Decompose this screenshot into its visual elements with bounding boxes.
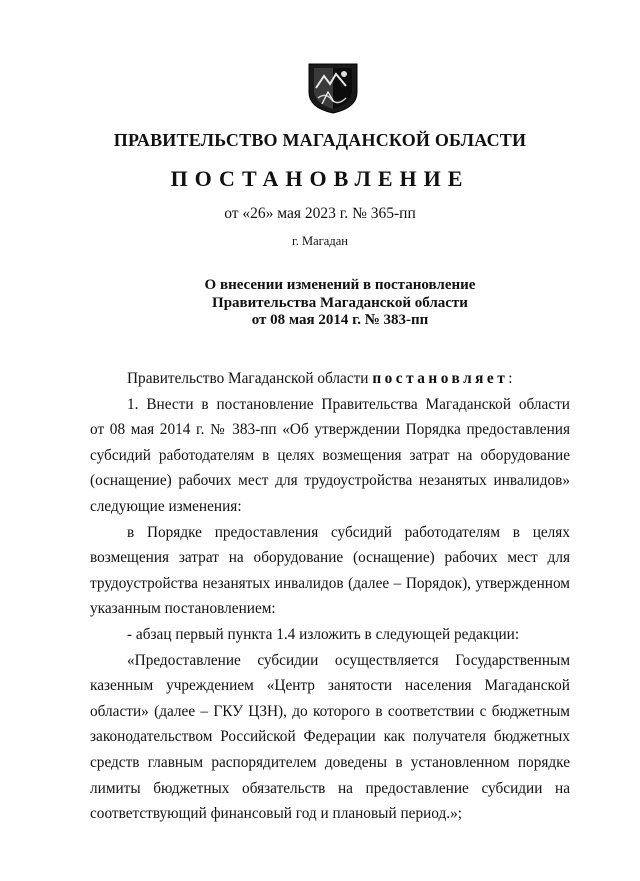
intro-end: : [508, 370, 513, 387]
paragraph-line: 1. Внести в постановление Правительства Магаданской области [127, 395, 570, 413]
heading-line: Правительства Магаданской области [212, 294, 468, 311]
paragraph-line: следующие изменения: [90, 497, 242, 515]
paragraph-line: области» (далее – ГКУ ЦЗН), до которого в соответствии с бюджетным [90, 702, 570, 720]
intro-text: Правительство Магаданской области [127, 370, 373, 387]
paragraph-line: лимиты бюджетных обязательств на предоставление субсидии на [90, 779, 570, 797]
paragraph-line: соответствующий финансовый год и плановый период.»; [90, 805, 462, 823]
paragraph-line: законодательством Российской Федерации как получателя бюджетных [90, 728, 570, 746]
document-city: г. Магадан [292, 234, 348, 248]
paragraph-line: возмещения затрат на оборудование (оснащение) рабочих мест для [90, 549, 570, 567]
coat-of-arms-icon [306, 62, 360, 114]
paragraph-line: от 08 мая 2014 г. № 383-пп «Об утверждении Порядка предоставления [90, 421, 570, 439]
document-date-number: от «26» мая 2023 г. № 365-пп [224, 205, 416, 222]
heading-line: от 08 мая 2014 г. № 383-пп [251, 312, 429, 328]
paragraph-line: трудоустройства незанятых инвалидов (далее – Порядок), утвержденном [90, 574, 570, 592]
paragraph-line: в Порядке предоставления субсидий работодателям в целях [127, 523, 570, 541]
government-title: ПРАВИТЕЛЬСТВО МАГАДАНСКОЙ ОБЛАСТИ [113, 130, 527, 150]
document-body [90, 366, 570, 827]
paragraph-line: казенным учреждением «Центр занятости населения Магаданской [90, 677, 570, 695]
document-heading [140, 277, 540, 330]
paragraph-line: - абзац первый пункта 1.4 изложить в следующей редакции: [127, 625, 520, 643]
document-type: ПОСТАНОВЛЕНИЕ [170, 166, 470, 191]
paragraph-line: средств главным распорядителем доведены в установленном порядке [90, 753, 570, 771]
paragraph-line: субсидий работодателям в целях возмещения затрат на оборудование [90, 446, 570, 464]
paragraph-line: «Предоставление субсидии осуществляется Государственным [127, 651, 570, 669]
heading-line: О внесении изменений в постановление [204, 277, 476, 293]
paragraph-line: (оснащение) рабочих мест для трудоустройства незанятых инвалидов» [90, 472, 570, 490]
paragraph-line: указанным постановлением: [90, 600, 276, 618]
intro-verb: постановляет [372, 370, 509, 387]
intro-paragraph [90, 366, 570, 392]
